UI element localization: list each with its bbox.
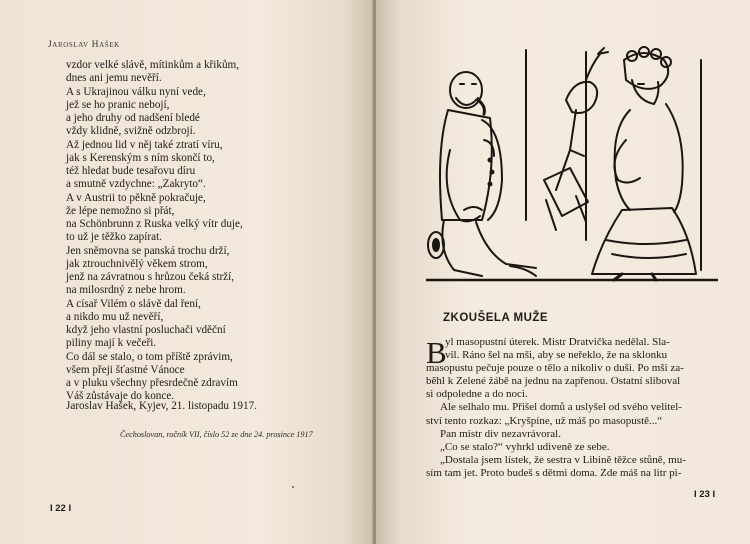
poem-line: jež se ho pranic nebojí, (66, 98, 170, 111)
poem-line: A císař Vilém o slávě dal ření, (66, 297, 201, 310)
poem-line: na Schönbrunn z Ruska velký vítr duje, (66, 218, 243, 230)
poem-line: vzdor velké slávě, mítinkům a křikům, (66, 59, 240, 71)
story-text (426, 330, 720, 480)
poem-line: a v pluku všechny přesrdečně zdravím (66, 377, 238, 389)
poem (66, 59, 366, 404)
poem-line: Jen sněmovna se panská trochu drží, (66, 244, 230, 257)
cartoon-couple-illustration-icon (426, 40, 718, 290)
signature: Jaroslav Hašek, Kyjev, 21. listopadu 1917. (66, 400, 257, 412)
running-head: Jaroslav Hašek (48, 40, 120, 50)
story-heading: ZKOUŠELA MUŽE (443, 312, 549, 324)
story-line: sím tam jet. Proto budeš s dětmi doma. Zde máš na litr pi- (426, 466, 682, 479)
story-line: Ale selhalo mu. Přišel domů a uslyšel od svého velitel- (440, 401, 682, 414)
story-line: „Co se stalo?“ vyhrkl udiveně ze sebe. (440, 440, 610, 453)
poem-line: též hledat bude tesařovu díru (66, 165, 196, 177)
poem-line: Až jednou lid v něj také ztratí víru, (66, 138, 223, 151)
story-line: Pan mistr div nezavrávoral. (440, 427, 561, 440)
page-number-right: I 23 I (694, 489, 716, 500)
speck (292, 486, 294, 488)
story-line: běhl k Zelené žábě na jednu na zapřenou. Ostatní sliboval (426, 375, 681, 388)
story-line: masopustu pečuje pouze o tělo a nikoliv o duši. Po mši za- (426, 362, 684, 375)
poem-line: Váš zůstávaje do konce. (66, 390, 175, 403)
poem-line: a nikdo mu už nevěří, (66, 310, 164, 323)
poem-line: jenž na závratnou s hrůzou čeká strží, (66, 271, 235, 283)
drop-cap: B (426, 335, 447, 370)
poem-line: A v Austrii to pěkně pokračuje, (66, 191, 206, 204)
poem-line: to už je těžko zapírat. (66, 231, 162, 244)
story-line: ství tento rozkaz: „Kryšpíne, už máš po masopustě...“ (426, 414, 663, 427)
source-note: Čechoslovan, ročník VII, číslo 52 ze dne 24. prosince 1917 (120, 430, 313, 439)
story-line: yl masopustní úterek. Mistr Dratvička nedělal. Sla- (445, 336, 670, 348)
poem-line: Co dál se stalo, o tom příště zprávim, (66, 350, 233, 363)
poem-line: a smutně vzdychne: „Zakryto“. (66, 178, 206, 191)
story-line: vil. Ráno šel na mši, aby se neřeklo, že na sklonku (445, 349, 668, 362)
poem-line: na milosrdný z nebe hrom. (66, 284, 186, 297)
poem-line: vždy klidně, svižně odzbrojí. (66, 125, 196, 138)
poem-line: dnes ani jemu nevěří. (66, 72, 162, 85)
poem-line: a jeho druhy od nadšení bledé (66, 112, 200, 124)
poem-line: když jeho vlastní posluchači vděční (66, 324, 226, 336)
poem-line: piliny mají k večeři. (66, 337, 157, 350)
story-body (426, 362, 720, 480)
story-line: si odpoledne a do noci. (426, 388, 528, 401)
story-line: „Dostala jsem lístek, že sestra v Libině těžce stůně, mu- (440, 453, 686, 466)
poem-line: všem přeji šťastné Vánoce (66, 363, 185, 376)
poem-line: A s Ukrajinou válku nyní vede, (66, 85, 206, 98)
poem-line: jak ztrouchnivělý věkem strom, (66, 257, 208, 270)
page-number-left: I 22 I (50, 503, 72, 514)
poem-line: jak s Kerenským s ním skončí to, (66, 151, 215, 164)
poem-line: že lépe nemožno si přát, (66, 204, 175, 217)
left-page (0, 0, 374, 544)
